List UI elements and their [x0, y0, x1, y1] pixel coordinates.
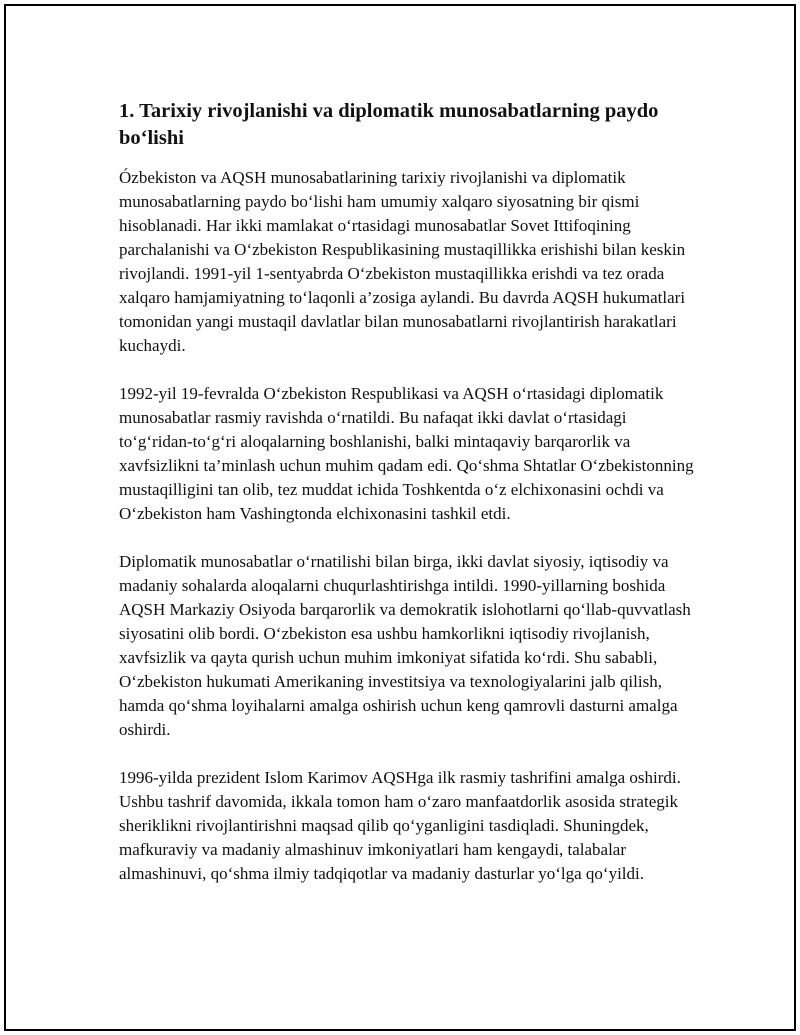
paragraph-4: 1996-yilda prezident Islom Karimov AQSHga ilk rasmiy tashrifini amalga oshirdi. Ushbu tashrif davomida, ikkala tomon ham o‘zaro manfaatdorlik asosida strategik sheriklikni rivojlantirishni maqsad qilib qo‘yganligini tasdiqladi. Shuningdek, mafkuraviy va madaniy almashinuv imkoniyatlari ham kengaydi, talabalar almashinuvi, qo‘shma ilmiy tadqiqotlar va madaniy dasturlar yo‘lga qo‘yildi.: [119, 768, 681, 883]
document-body: [119, 98, 701, 910]
paragraph-3: Diplomatik munosabatlar o‘rnatilishi bilan birga, ikki davlat siyosiy, iqtisodiy va madaniy sohalarda aloqalarni chuqurlashtirishga intildi. 1990-yillarning boshida AQSH Markaziy Osiyoda barqarorlik va demokratik islohotlarni qo‘llab-quvvatlash siyosatini olib bordi. O‘zbekiston esa ushbu hamkorlikni iqtisodiy rivojlanish, xavfsizlik va qayta qurish uchun muhim imkoniyat sifatida ko‘rdi. Shu sababli, O‘zbekiston hukumati Amerikaning investitsiya va texnologiyalarini jalb qilish, hamda qo‘shma loyihalarni amalga oshirish uchun keng qamrovli dasturni amalga oshirdi.: [119, 552, 691, 739]
page-frame: [4, 4, 796, 1031]
paragraph-2: 1992-yil 19-fevralda O‘zbekiston Respublikasi va AQSH o‘rtasidagi diplomatik munosabatlar rasmiy ravishda o‘rnatildi. Bu nafaqat ikki davlat o‘rtasidagi to‘g‘ridan-to‘g‘ri aloqalarning boshlanishi, balki mintaqaviy barqarorlik va xavfsizlikni ta’minlash uchun muhim qadam edi. Qo‘shma Shtatlar O‘zbekistonning mustaqilligini tan olib, tez muddat ichida Toshkentda o‘z elchixonasini ochdi va O‘zbekiston ham Vashingtonda elchixonasini tashkil etdi.: [119, 384, 694, 523]
section-title: 1. Tarixiy rivojlanishi va diplomatik munosabatlarning paydo bo‘lishi: [119, 100, 659, 149]
paragraph-1: Ózbekiston va AQSH munosabatlarining tarixiy rivojlanishi va diplomatik munosabatlarning paydo bo‘lishi ham umumiy xalqaro siyosatning bir qismi hisoblanadi. Har ikki mamlakat o‘rtasidagi munosabatlar Sovet Ittifoqining parchalanishi va O‘zbekiston Respublikasining mustaqillikka erishishi bilan keskin rivojlandi. 1991-yil 1-sentyabrda O‘zbekiston mustaqillikka erishdi va tez orada xalqaro hamjamiyatning to‘laqonli a’zosiga aylandi. Bu davrda AQSH hukumatlari tomonidan yangi mustaqil davlatlar bilan munosabatlarni rivojlantirish harakatlari kuchaydi.: [119, 168, 686, 355]
